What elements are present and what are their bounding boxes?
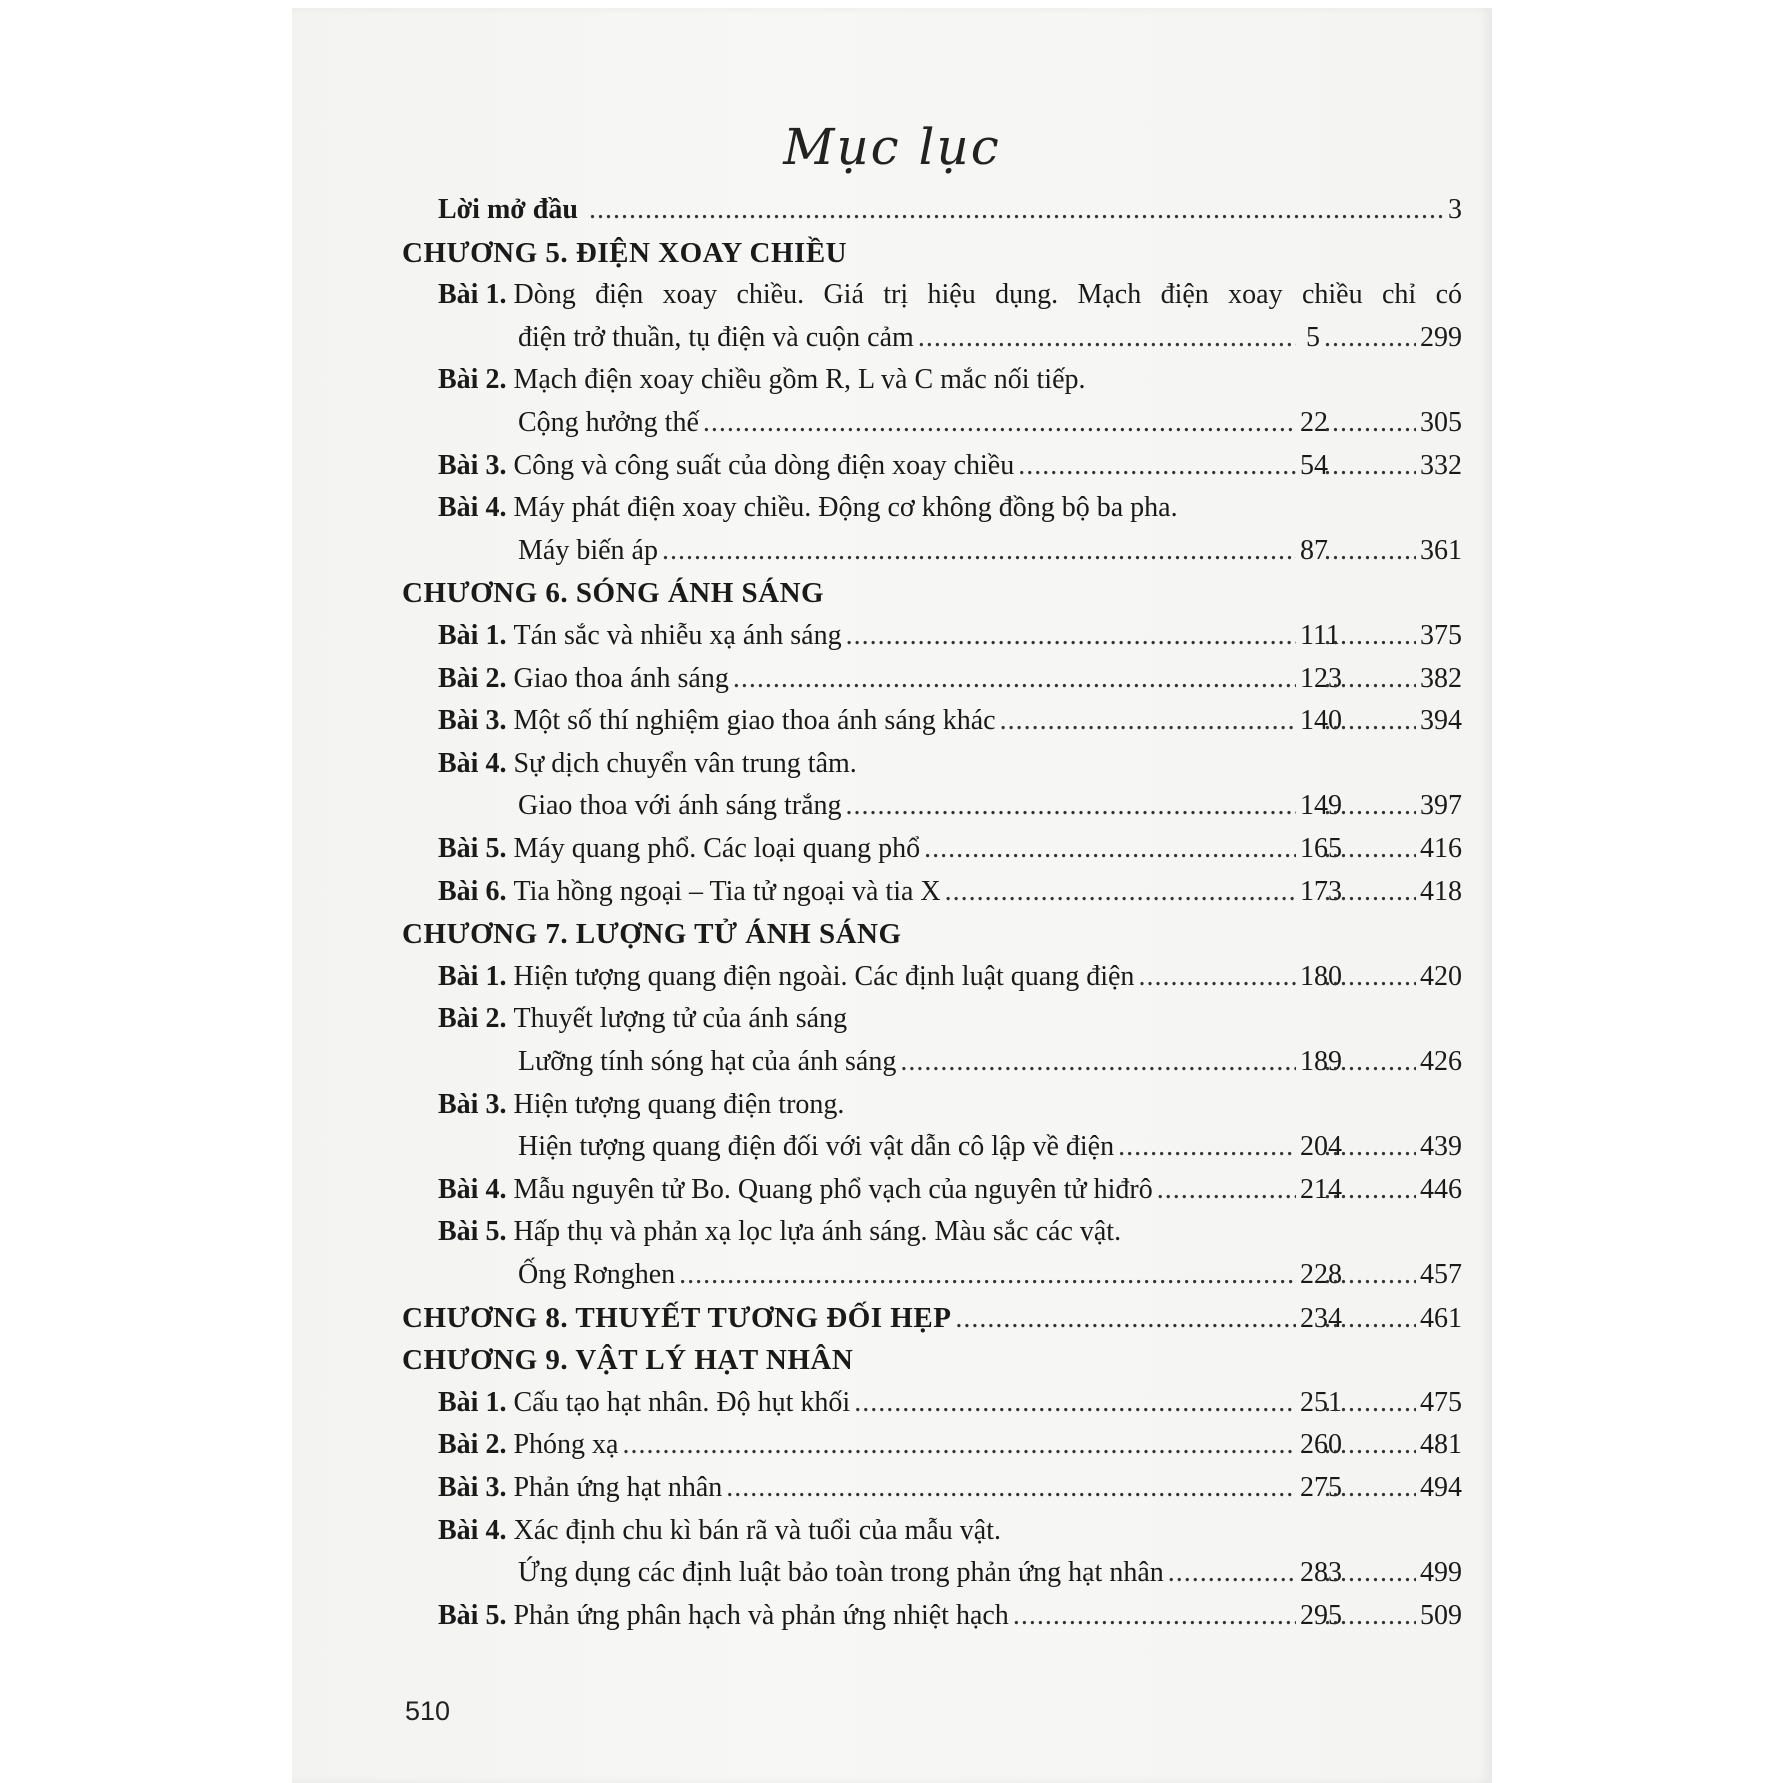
lesson-title: Xác định chu kì bán rã và tuổi của mẫu vật.: [513, 1514, 1001, 1546]
lesson-label: Bài 1.: [438, 279, 507, 311]
lesson-label: Bài 2.: [438, 1429, 507, 1461]
lesson-label: Bài 4.: [438, 1173, 507, 1205]
chapter-title: CHƯƠNG 9. VẬT LÝ HẠT NHÂN: [402, 1344, 854, 1377]
lesson-title: Máy phát điện xoay chiều. Động cơ không đồng bộ ba pha.: [513, 492, 1178, 524]
dot-leader: [945, 872, 1296, 912]
lesson-title: Một số thí nghiệm giao thoa ánh sáng khác: [513, 705, 996, 737]
page-ref: 275: [1300, 1472, 1342, 1503]
lesson-title: Hiện tượng quang điện đối với vật dẫn cô lập về điện: [518, 1131, 1115, 1163]
lesson-title: Hiện tượng quang điện ngoài. Các định luật quang điện: [513, 960, 1135, 992]
page-ref: 123: [1300, 662, 1342, 694]
chapter-heading: [402, 1298, 1462, 1338]
lesson-title: Hiện tượng quang điện trong.: [513, 1088, 845, 1120]
lesson-label: Bài 4.: [438, 747, 507, 779]
answer-page-ref: 397: [1420, 790, 1462, 822]
lesson-title: Phản ứng hạt nhân: [513, 1472, 723, 1503]
answer-page-ref: 461: [1420, 1302, 1462, 1334]
lesson-title: Sự dịch chuyển vân trung tâm.: [513, 747, 857, 779]
answer-page-ref: 394: [1420, 705, 1462, 737]
lesson-entry: [438, 1596, 1462, 1636]
lesson-entry: [438, 1425, 1462, 1465]
lesson-label: Bài 5.: [438, 1599, 507, 1631]
answer-page-ref: 475: [1420, 1386, 1462, 1418]
lesson-title: Tia hồng ngoại – Tia tử ngoại và tia X: [513, 875, 941, 907]
lesson-label: Bài 3.: [438, 449, 507, 481]
lesson-title: Giao thoa với ánh sáng trắng: [518, 790, 842, 822]
page-ref: 228: [1300, 1259, 1342, 1290]
dot-leader: [1324, 701, 1416, 741]
page-ref: 111: [1300, 620, 1340, 651]
page-ref: 234: [1300, 1302, 1342, 1334]
lesson-entry: [438, 701, 1462, 741]
dot-leader: [703, 403, 1296, 443]
lesson-entry-continuation: [518, 531, 1462, 571]
lesson-title: Hấp thụ và phản xạ lọc lựa ánh sáng. Màu sắc các vật.: [513, 1216, 1122, 1248]
lesson-label: Bài 6.: [438, 875, 507, 907]
lesson-title: Phản ứng phân hạch và phản ứng nhiệt hạch: [513, 1599, 1009, 1631]
dot-leader: [1168, 1553, 1296, 1593]
dot-leader: [1324, 446, 1416, 486]
dot-leader: [1324, 1255, 1416, 1295]
lesson-title: Ứng dụng các định luật bảo toàn trong phản ứng hạt nhân: [518, 1557, 1164, 1589]
dot-leader: [1324, 786, 1416, 826]
dot-leader: [1324, 1042, 1416, 1082]
chapter-title: CHƯƠNG 8. THUYẾT TƯƠNG ĐỐI HẸP: [402, 1301, 952, 1334]
lesson-entry-continuation: [518, 1553, 1462, 1593]
dot-leader: [1324, 829, 1416, 869]
lesson-entry-continuation: [518, 403, 1462, 443]
answer-page-ref: 416: [1420, 833, 1462, 864]
dot-leader: [1324, 1170, 1416, 1210]
answer-page-ref: 299: [1420, 321, 1462, 353]
answer-page-ref: 361: [1420, 534, 1462, 566]
lesson-title: Thuyết lượng tử của ánh sáng: [513, 1003, 848, 1035]
answer-page-ref: 375: [1420, 620, 1462, 651]
dot-leader: [900, 1042, 1296, 1082]
dot-leader: [854, 1383, 1296, 1423]
lesson-title: Dòng điện xoay chiều. Giá trị hiệu dụng. Mạch điện xoay chiều chỉ có: [513, 279, 1462, 311]
dot-leader: [1157, 1170, 1296, 1210]
answer-page-ref: 426: [1420, 1046, 1462, 1077]
page-ref: 295: [1300, 1599, 1342, 1631]
lesson-entry: [438, 744, 1462, 784]
page-ref: 260: [1300, 1429, 1342, 1461]
lesson-title: Mạch điện xoay chiều gồm R, L và C mắc nối tiếp.: [513, 364, 1086, 396]
lesson-title: Lưỡng tính sóng hạt của ánh sáng: [518, 1046, 897, 1077]
lesson-label: Bài 3.: [438, 705, 507, 737]
lesson-label: Bài 1.: [438, 960, 507, 992]
page-ref: 283: [1300, 1557, 1342, 1589]
lesson-entry-continuation: [518, 1127, 1462, 1167]
answer-page-ref: 305: [1420, 407, 1462, 438]
answer-page-ref: 332: [1420, 449, 1462, 481]
dot-leader: [1324, 1299, 1416, 1339]
lesson-title: Tán sắc và nhiễu xạ ánh sáng: [513, 620, 842, 651]
dot-leader: [1118, 1127, 1296, 1167]
dot-leader: [1324, 531, 1416, 571]
dot-leader: [918, 318, 1296, 358]
dot-leader: [679, 1255, 1296, 1295]
chapter-heading: [402, 914, 1462, 954]
lesson-title: Công và công suất của dòng điện xoay chiều: [513, 449, 1015, 481]
answer-page-ref: 509: [1420, 1599, 1462, 1631]
answer-page-ref: 420: [1420, 960, 1462, 992]
lesson-entry: [438, 957, 1462, 997]
lesson-entry: [438, 872, 1462, 912]
lesson-label: Bài 2.: [438, 662, 507, 694]
page-ref: 54: [1300, 449, 1328, 481]
lesson-label: Bài 4.: [438, 1514, 507, 1546]
lesson-entry: [438, 1511, 1462, 1551]
lesson-title: Ống Rơnghen: [518, 1259, 676, 1290]
lesson-title: Máy quang phổ. Các loại quang phổ: [513, 833, 921, 864]
page-ref: 180: [1300, 960, 1342, 992]
lesson-entry-continuation: [518, 1255, 1462, 1295]
answer-page-ref: 439: [1420, 1131, 1462, 1163]
dot-leader: [1324, 1127, 1416, 1167]
answer-page-ref: 446: [1420, 1173, 1462, 1205]
dot-leader: [1324, 318, 1416, 358]
lesson-entry: [438, 659, 1462, 699]
chapter-title: CHƯƠNG 7. LƯỢNG TỬ ÁNH SÁNG: [402, 918, 902, 951]
page-ref: 87: [1300, 534, 1328, 566]
lesson-title: Cấu tạo hạt nhân. Độ hụt khối: [513, 1386, 851, 1418]
answer-page-ref: 494: [1420, 1472, 1462, 1503]
lesson-title: Máy biến áp: [518, 534, 658, 566]
chapter-heading: [402, 573, 1462, 613]
dot-leader: [1324, 1425, 1416, 1465]
lesson-label: Bài 1.: [438, 620, 507, 651]
page-ref: 5: [1306, 321, 1320, 353]
dot-leader: [589, 190, 1444, 230]
lesson-entry: [438, 616, 1462, 656]
lesson-entry: [438, 275, 1462, 315]
lesson-entry: [438, 1085, 1462, 1125]
dot-leader: [1324, 403, 1416, 443]
lesson-title: Mẫu nguyên tử Bo. Quang phổ vạch của nguyên tử hiđrô: [513, 1173, 1153, 1205]
dot-leader: [1324, 957, 1416, 997]
dot-leader: [662, 531, 1296, 571]
dot-leader: [1324, 1383, 1416, 1423]
dot-leader: [726, 1468, 1296, 1508]
lesson-label: Bài 3.: [438, 1472, 507, 1503]
dot-leader: [622, 1425, 1296, 1465]
lesson-entry: [438, 488, 1462, 528]
page-ref: 3: [1448, 194, 1462, 225]
dot-leader: [733, 659, 1296, 699]
lesson-entry-continuation: [518, 1042, 1462, 1082]
dot-leader: [1324, 872, 1416, 912]
dot-leader: [924, 829, 1296, 869]
answer-page-ref: 481: [1420, 1429, 1462, 1461]
lesson-label: Bài 1.: [438, 1386, 507, 1418]
chapter-title: CHƯƠNG 6. SÓNG ÁNH SÁNG: [402, 577, 825, 610]
dot-leader: [846, 786, 1296, 826]
dot-leader: [846, 616, 1296, 656]
book-page: [292, 8, 1492, 1783]
toc-intro: [438, 190, 1462, 230]
page-ref: 204: [1300, 1131, 1342, 1163]
chapter-heading: [402, 1340, 1462, 1380]
chapter-title: CHƯƠNG 5. ĐIỆN XOAY CHIỀU: [402, 236, 848, 269]
page-ref: 173: [1300, 875, 1342, 907]
dot-leader: [1324, 616, 1416, 656]
dot-leader: [1138, 957, 1296, 997]
page-ref: 189: [1300, 1046, 1342, 1077]
page-ref: 140: [1300, 705, 1342, 737]
lesson-entry: [438, 1212, 1462, 1252]
lesson-entry-continuation: [518, 786, 1462, 826]
lesson-label: Bài 5.: [438, 1216, 507, 1248]
intro-label: Lời mở đầu: [438, 194, 578, 225]
lesson-title: Phóng xạ: [513, 1429, 619, 1461]
page-ref: 22: [1300, 407, 1328, 438]
dot-leader: [1324, 659, 1416, 699]
dot-leader: [1324, 1596, 1416, 1636]
answer-page-ref: 499: [1420, 1557, 1462, 1589]
lesson-title: Cộng hưởng thế: [518, 407, 699, 438]
lesson-entry: [438, 829, 1462, 869]
lesson-label: Bài 3.: [438, 1088, 507, 1120]
dot-leader: [1000, 701, 1296, 741]
dot-leader: [1013, 1596, 1296, 1636]
lesson-entry: [438, 1383, 1462, 1423]
lesson-entry: [438, 1170, 1462, 1210]
chapter-heading: [402, 233, 1462, 273]
page-ref: 149: [1300, 790, 1342, 822]
dot-leader: [955, 1299, 1296, 1339]
page-ref: 165: [1300, 833, 1342, 864]
answer-page-ref: 457: [1420, 1259, 1462, 1290]
lesson-title: Giao thoa ánh sáng: [513, 662, 729, 694]
lesson-label: Bài 5.: [438, 833, 507, 864]
answer-page-ref: 418: [1420, 875, 1462, 907]
lesson-entry: [438, 446, 1462, 486]
dot-leader: [1324, 1468, 1416, 1508]
dot-leader: [1018, 446, 1296, 486]
lesson-label: Bài 4.: [438, 492, 507, 524]
page-number: 510: [405, 1696, 451, 1726]
page-ref: 251: [1300, 1386, 1342, 1418]
lesson-entry: [438, 999, 1462, 1039]
lesson-entry: [438, 360, 1462, 400]
lesson-label: Bài 2.: [438, 364, 507, 396]
page-ref: 214: [1300, 1173, 1342, 1205]
lesson-entry: [438, 1468, 1462, 1508]
lesson-title: điện trở thuần, tụ điện và cuộn cảm: [518, 321, 914, 353]
answer-page-ref: 382: [1420, 662, 1462, 694]
lesson-entry-continuation: [518, 318, 1462, 358]
lesson-label: Bài 2.: [438, 1003, 507, 1035]
dot-leader: [1324, 1553, 1416, 1593]
page-title: Mục lục: [783, 118, 1001, 176]
